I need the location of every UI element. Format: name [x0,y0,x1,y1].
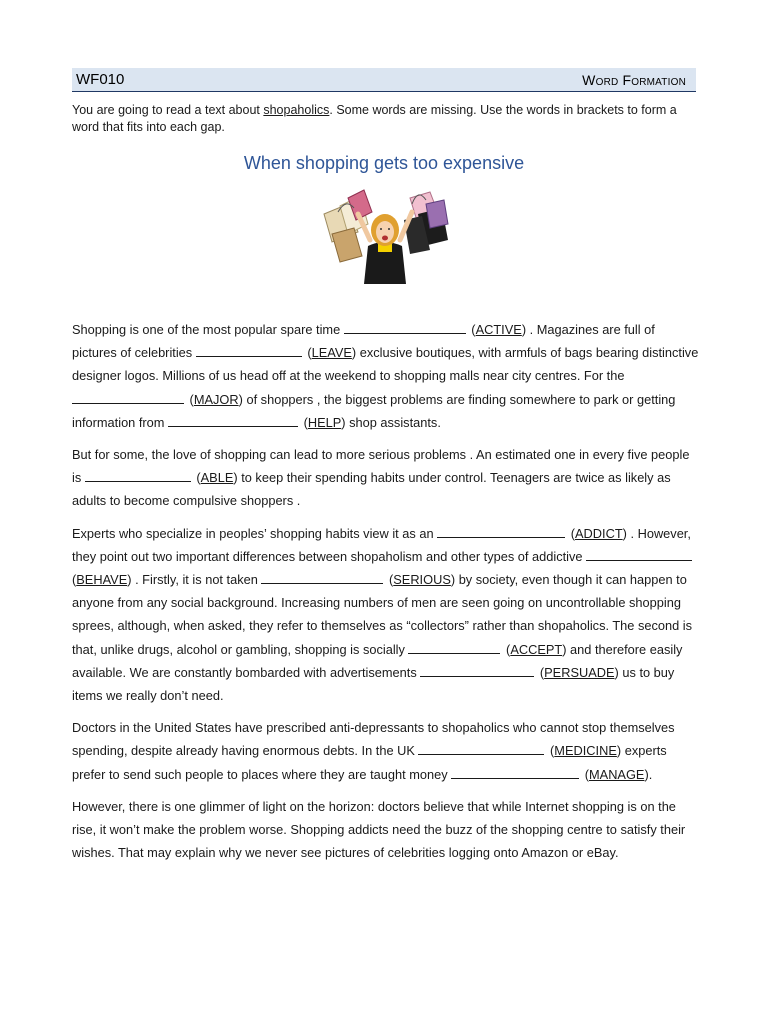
text: But for some, the love of shopping can lead to more serious problems . An estimated one in every five people is [72,447,690,486]
prompt-word: BEHAVE [76,572,128,588]
text: exclusive boutiques, with armfuls of bags bearing distinctive designer logos. Millions of us head off at the weekend to shopping malls near city centres. For the [72,345,699,384]
article-body [72,318,700,873]
prompt-word: ABLE [200,470,234,486]
gap-7[interactable] [586,548,692,561]
text: experts prefer to send such people to places where they are taught money [72,743,667,782]
prompt-word: LEAVE [311,345,352,361]
header-bar [72,68,696,92]
prompt-word: ACCEPT [510,641,563,657]
instructions-text: You are going to read a text about [72,103,264,117]
prompt-word: PERSUADE [544,664,615,680]
gap-8[interactable] [261,571,383,584]
text: ). [644,766,653,782]
text: shop assistants. [349,414,441,430]
worksheet-type: Word Formation [582,72,686,88]
gap-9[interactable] [408,641,500,654]
prompt-word: ADDICT [575,525,623,541]
gap-4[interactable] [168,414,298,427]
text: . Magazines are full of pictures of celebrities [72,322,655,361]
text: to keep their spending habits under control. Teenagers are twice as likely as adults to become compulsive shoppers . [72,470,671,509]
instructions-keyword: shopaholics [263,103,330,117]
shopping-woman-icon [318,184,450,286]
paragraph-3: Experts who specialize in peoples’ shopping habits view it as an (ADDICT) . However, they point out two important differences between shopaholism and other types of addictive (BEHAVE) . Firstly, it is not taken (SERIOUS) by society, even though it can happen to anyone from any social background. Increasing numbers of men are seen going on uncontrollable shopping sprees, although, when asked, they refer to themselves as “collectors” rather than shopaholics. The second is that, unlike drugs, alcohol or gambling, shopping is socially (ACCEPT) and therefore easily available. We are constantly bombarded with advertisements (PERSUADE) us to buy items we really don’t need. [72,525,693,704]
prompt-word: ACTIVE [475,322,522,337]
gap-5[interactable] [85,469,191,482]
text: and therefore easily available. We are constantly bombarded with advertisements [72,641,683,680]
gap-10[interactable] [420,664,534,677]
article-title: When shopping gets too expensive [243,153,525,173]
paragraph-5 [72,795,700,865]
gap-3[interactable] [72,391,184,404]
instructions-text-end: . Some words are missing. Use the words in brackets to form a word that fits into each gap. [72,103,677,134]
gap-12[interactable] [451,766,579,779]
text: However, there is one glimmer of light on the horizon: doctors believe that while Internet shopping is on the rise, it won’t make the problem worse. Shopping addicts need the buzz of the shopping centre to satisfy their wishes. That may explain why we never see pictures of celebrities logging onto Amazon or eBay. [72,798,686,861]
worksheet-code: WF010 [76,71,125,88]
text: . Firstly, it is not taken [135,572,258,588]
text: by society, even though it can happen to anyone from any social background. Increasing numbers of men are seen going on uncontrollable shopping sprees, although, when asked, they refer to themselves as “collectors” rather than shopaholics. The second is that, unlike drugs, alcohol or gambling, shopping is socially [72,572,693,657]
text: Doctors in the United States have prescribed anti-depressants to shopaholics who cannot stop themselves spending, despite already having enormous debts. In the UK [72,720,675,759]
text: Shopping is one of the most popular spare time [72,322,341,337]
gap-1[interactable] [344,321,466,334]
prompt-word: MAJOR [193,391,239,407]
gap-6[interactable] [437,525,565,538]
text: of shoppers , the biggest problems are finding somewhere to park or getting information from [72,391,676,430]
gap-2[interactable] [196,344,302,357]
paragraph-4: Doctors in the United States have prescribed anti-depressants to shopaholics who cannot stop themselves spending, despite already having enormous debts. In the UK (MEDICINE) experts prefer to send such people to places where they are taught money (MANAGE). [72,720,675,782]
text: . However, they point out two important differences between shopaholism and other types of addictive [72,525,691,564]
prompt-word: HELP [307,414,342,430]
gap-11[interactable] [418,742,544,755]
prompt-word: MANAGE [589,766,645,782]
text: us to buy items we really don’t need. [72,664,675,704]
paragraph-1: Shopping is one of the most popular spare time (ACTIVE) . Magazines are full of pictures of celebrities (LEAVE) exclusive boutiques, with armfuls of bags bearing distinctive designer logos. Millions of us head off at the weekend to shopping malls near city centres. For the (MAJOR) of shoppers , the biggest problems are finding somewhere to park or getting information from (HELP) shop assistants. [72,322,699,430]
text: Experts who specialize in peoples’ shopping habits view it as an [72,525,434,541]
prompt-word: MEDICINE [554,743,617,759]
instructions [72,102,698,136]
paragraph-2: But for some, the love of shopping can lead to more serious problems . An estimated one in every five people is (ABLE) to keep their spending habits under control. Teenagers are twice as likely as adults to become compulsive shoppers . [72,447,690,509]
prompt-word: SERIOUS [393,572,451,588]
